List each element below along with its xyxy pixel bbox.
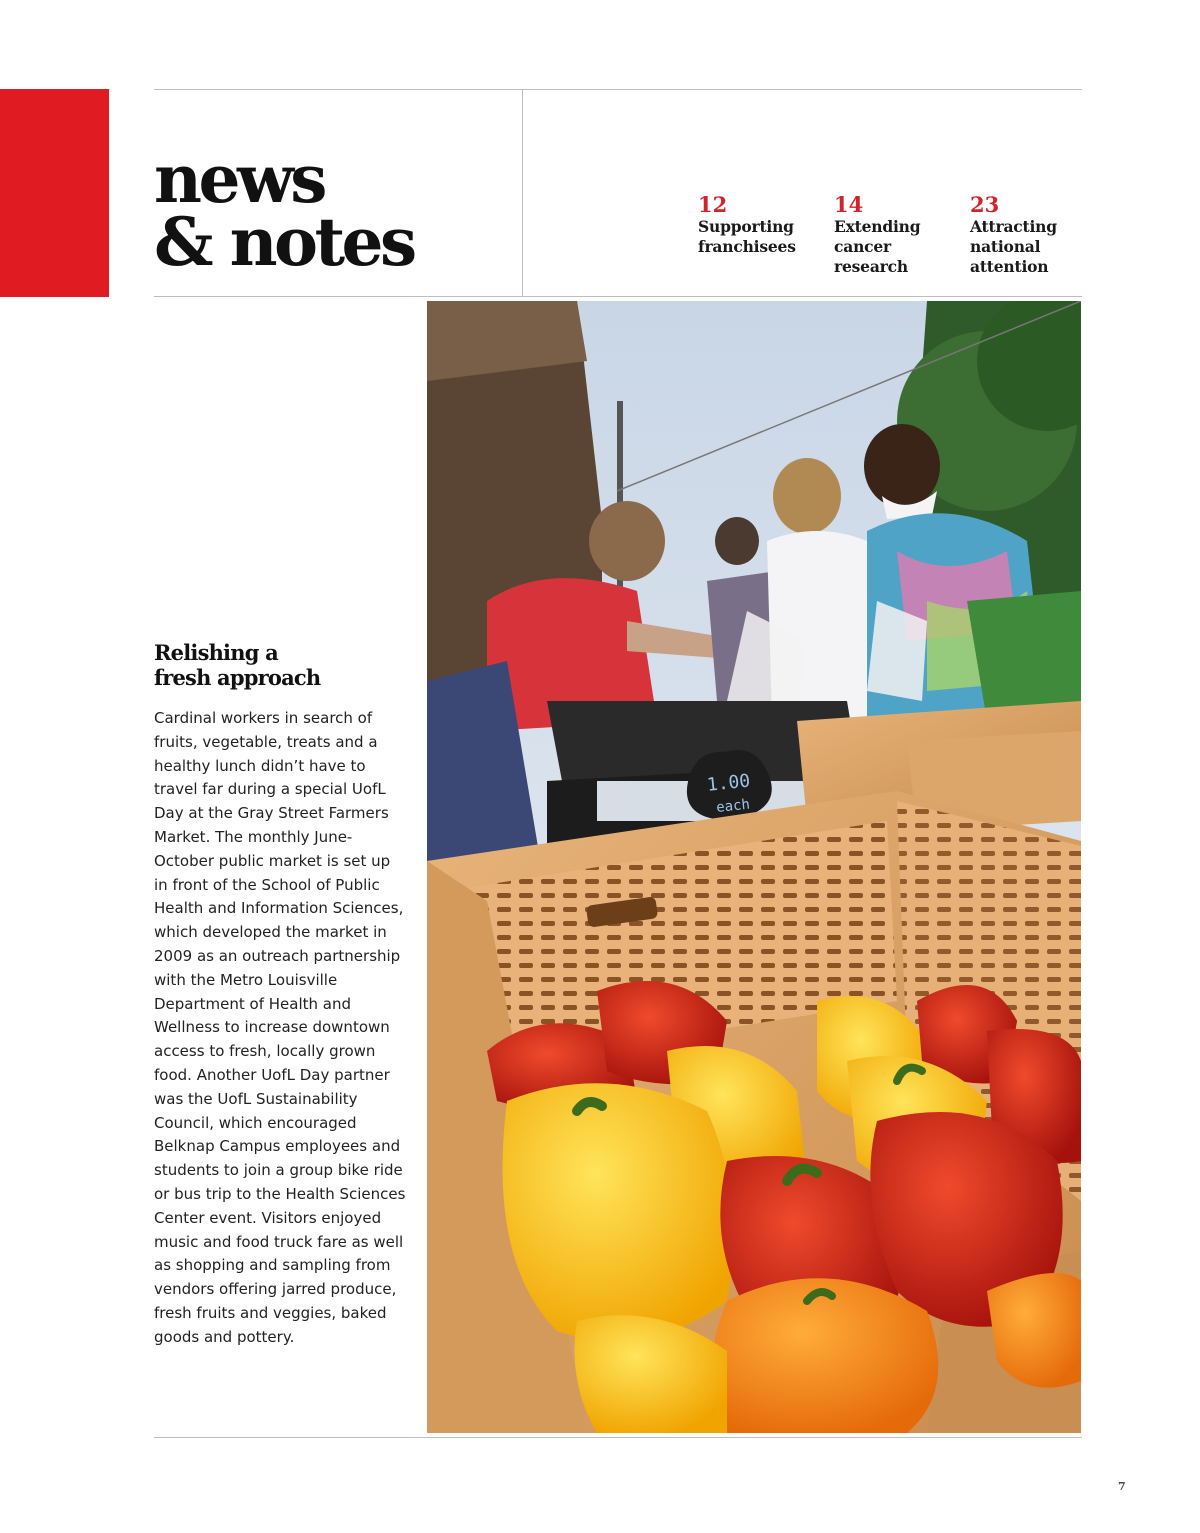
article-headline: Relishing a fresh approach — [154, 640, 321, 690]
price-tag-text: 1.00 — [705, 770, 752, 796]
masthead-line-2: & notes — [154, 203, 414, 282]
toc-item-3[interactable] — [970, 193, 1057, 277]
farmers-market-photo — [427, 301, 1081, 1433]
toc-title: Extending cancer research — [834, 217, 921, 276]
header-bottom-rule — [154, 296, 1082, 297]
toc-item-2[interactable] — [834, 193, 920, 277]
toc-item-1[interactable] — [698, 193, 796, 257]
bottom-rule — [154, 1437, 1082, 1438]
red-accent-block — [0, 89, 109, 297]
toc-title: Attracting national attention — [970, 217, 1057, 276]
toc-title: Supporting franchisees — [698, 217, 796, 256]
section-masthead — [154, 140, 414, 282]
toc-page-number: 23 — [970, 192, 1000, 217]
toc-page-number: 14 — [834, 192, 864, 217]
masthead-line-1: news — [154, 140, 324, 218]
page-number: 7 — [1118, 1480, 1126, 1493]
toc-page-number: 12 — [698, 192, 728, 217]
article-body: Cardinal workers in search of fruits, vegetable, treats and a healthy lunch didn’t have to travel far during a special UofL Day at the Gray Street Farmers Market. The monthly June-October public market is set up in front of the School of Public Health and Information Sciences, which developed the market in 2009 as an outreach partnership with the Metro Louisville Department of Health and Wellness to increase downtown access to fresh, locally grown food. Another UofL Day partner was the UofL Sustainability Council, which encouraged Belknap Campus employees and students to join a group bike ride or bus trip to the Health Sciences Center event. Visitors enjoyed music and food truck fare as well as shopping and sampling from vendors offering jarred produce, fresh fruits and veggies, baked goods and pottery. — [154, 709, 406, 1346]
header-divider — [522, 90, 523, 296]
top-rule — [154, 89, 1082, 90]
price-tag-subtext: each — [715, 796, 751, 816]
